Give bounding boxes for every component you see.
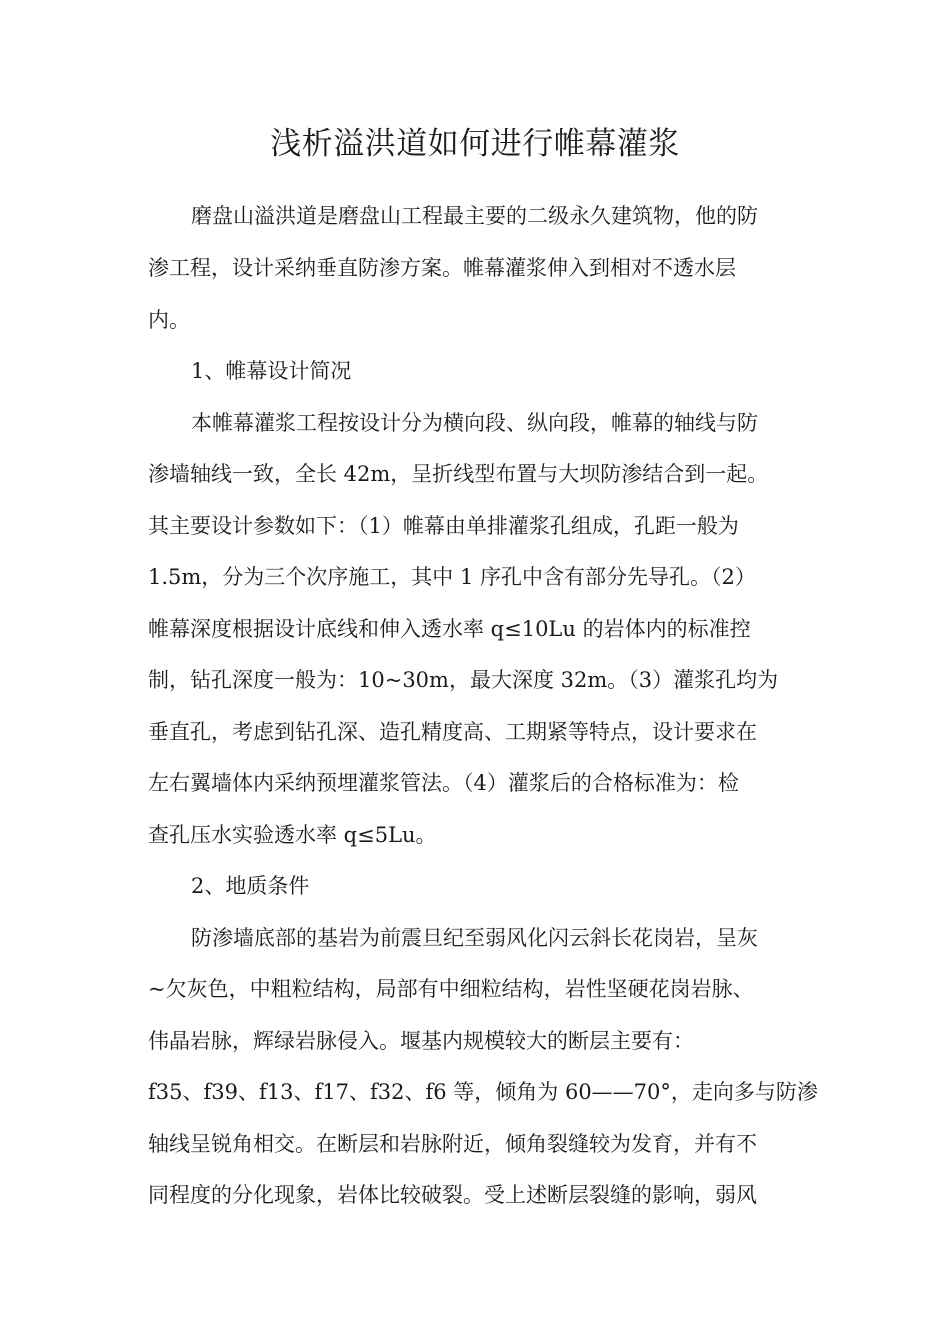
paragraph-line: 帷幕深度根据设计底线和伸入透水率 q≤10Lu 的岩体内的标准控	[148, 617, 751, 641]
paragraph-line: 查孔压水实验透水率 q≤5Lu。	[148, 823, 437, 847]
paragraph-line: 伟晶岩脉，辉绿岩脉侵入。堰基内规模较大的断层主要有：	[148, 1029, 694, 1053]
paragraph-line: 磨盘山溢洪道是磨盘山工程最主要的二级永久建筑物，他的防	[191, 204, 758, 228]
paragraph-line: 1.5m，分为三个次序施工，其中 1 序孔中含有部分先导孔。（2）	[148, 565, 756, 589]
paragraph-line: 同程度的分化现象，岩体比较破裂。受上述断层裂缝的影响，弱风	[148, 1183, 757, 1207]
paragraph-line: 轴线呈锐角相交。在断层和岩脉附近，倾角裂缝较为发育，并有不	[148, 1132, 757, 1156]
paragraph-line: 左右翼墙体内采纳预埋灌浆管法。（4）灌浆后的合格标准为：检	[148, 771, 739, 795]
paragraph-line: 渗工程，设计采纳垂直防渗方案。帷幕灌浆伸入到相对不透水层	[148, 256, 736, 280]
paragraph-line: 防渗墙底部的基岩为前震旦纪至弱风化闪云斜长花岗岩，呈灰	[191, 926, 758, 950]
paragraph-line: 制，钻孔深度一般为：10~30m，最大深度 32m。（3）灌浆孔均为	[148, 668, 779, 692]
document-title: 浅析溢洪道如何进行帷幕灌浆	[270, 126, 680, 162]
paragraph-line: 垂直孔，考虑到钻孔深、造孔精度高、工期紧等特点，设计要求在	[148, 720, 757, 744]
section-heading: 1、帷幕设计简况	[191, 359, 352, 383]
paragraph-line: 内。	[148, 308, 190, 332]
paragraph-line: f35、f39、f13、f17、f32、f6 等，倾角为 60——70°，走向多与防渗	[148, 1080, 818, 1104]
paragraph-line: 本帷幕灌浆工程按设计分为横向段、纵向段，帷幕的轴线与防	[191, 411, 758, 435]
paragraph-line: ~欠灰色，中粗粒结构，局部有中细粒结构，岩性坚硬花岗岩脉、	[148, 977, 754, 1001]
section-heading: 2、地质条件	[191, 874, 310, 898]
paragraph-line: 渗墙轴线一致，全长 42m，呈折线型布置与大坝防渗结合到一起。	[148, 462, 769, 486]
paragraph-line: 其主要设计参数如下：（1）帷幕由单排灌浆孔组成，孔距一般为	[148, 514, 739, 538]
